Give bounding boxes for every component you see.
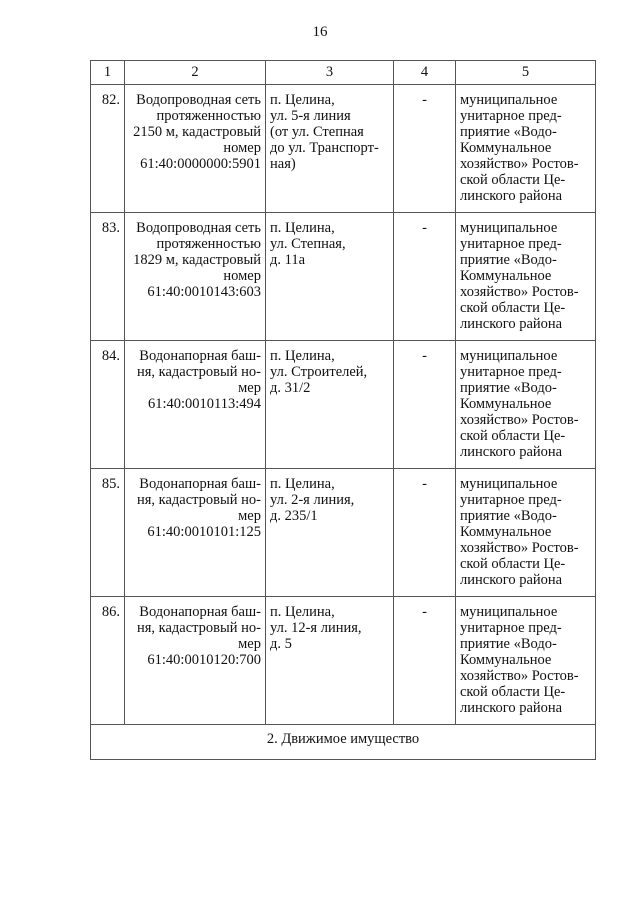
- object-address: п. Целина, ул. 12-я линия, д. 5: [266, 597, 394, 725]
- object-name: Водопроводная сеть протяженностью 2150 м, кадастровый номер 61:40:0000000:5901: [125, 85, 266, 213]
- row-number: 85.: [91, 469, 125, 597]
- column-4-value: -: [394, 341, 456, 469]
- column-header-5: 5: [456, 61, 596, 85]
- right-holder: муниципальное унитарное пред- приятие «Водо- Коммунальное хозяйство» Ростов- ской области Це- линского района: [456, 213, 596, 341]
- column-4-value: -: [394, 85, 456, 213]
- table-row: [91, 469, 596, 597]
- right-holder: муниципальное унитарное пред- приятие «Водо- Коммунальное хозяйство» Ростов- ской области Це- линского района: [456, 85, 596, 213]
- object-name: Водонапорная баш- ня, кадастровый но- мер 61:40:0010120:700: [125, 597, 266, 725]
- object-name: Водопроводная сеть протяженностью 1829 м, кадастровый номер 61:40:0010143:603: [125, 213, 266, 341]
- object-address: п. Целина, ул. 2-я линия, д. 235/1: [266, 469, 394, 597]
- object-address: п. Целина, ул. 5-я линия (от ул. Степная до ул. Транспорт- ная): [266, 85, 394, 213]
- section-title: 2. Движимое имущество: [91, 725, 596, 760]
- object-address: п. Целина, ул. Степная, д. 11а: [266, 213, 394, 341]
- row-number: 83.: [91, 213, 125, 341]
- row-number: 84.: [91, 341, 125, 469]
- right-holder: муниципальное унитарное пред- приятие «Водо- Коммунальное хозяйство» Ростов- ской области Це- линского района: [456, 597, 596, 725]
- right-holder: муниципальное унитарное пред- приятие «Водо- Коммунальное хозяйство» Ростов- ской области Це- линского района: [456, 341, 596, 469]
- column-4-value: -: [394, 597, 456, 725]
- page-number: 16: [312, 24, 328, 40]
- column-header-3: 3: [266, 61, 394, 85]
- table-row: [91, 213, 596, 341]
- table-row: [91, 597, 596, 725]
- row-number: 86.: [91, 597, 125, 725]
- column-4-value: -: [394, 213, 456, 341]
- object-name: Водонапорная баш- ня, кадастровый но- мер 61:40:0010113:494: [125, 341, 266, 469]
- section-heading-row: [91, 725, 596, 760]
- table-row: [91, 341, 596, 469]
- object-address: п. Целина, ул. Строителей, д. 31/2: [266, 341, 394, 469]
- column-header-2: 2: [125, 61, 266, 85]
- column-4-value: -: [394, 469, 456, 597]
- column-header-1: 1: [91, 61, 125, 85]
- right-holder: муниципальное унитарное пред- приятие «Водо- Коммунальное хозяйство» Ростов- ской области Це- линского района: [456, 469, 596, 597]
- row-number: 82.: [91, 85, 125, 213]
- column-number-row: [91, 61, 596, 85]
- table-row: [91, 85, 596, 213]
- object-name: Водонапорная баш- ня, кадастровый но- мер 61:40:0010101:125: [125, 469, 266, 597]
- property-registry-table: [90, 60, 596, 760]
- column-header-4: 4: [394, 61, 456, 85]
